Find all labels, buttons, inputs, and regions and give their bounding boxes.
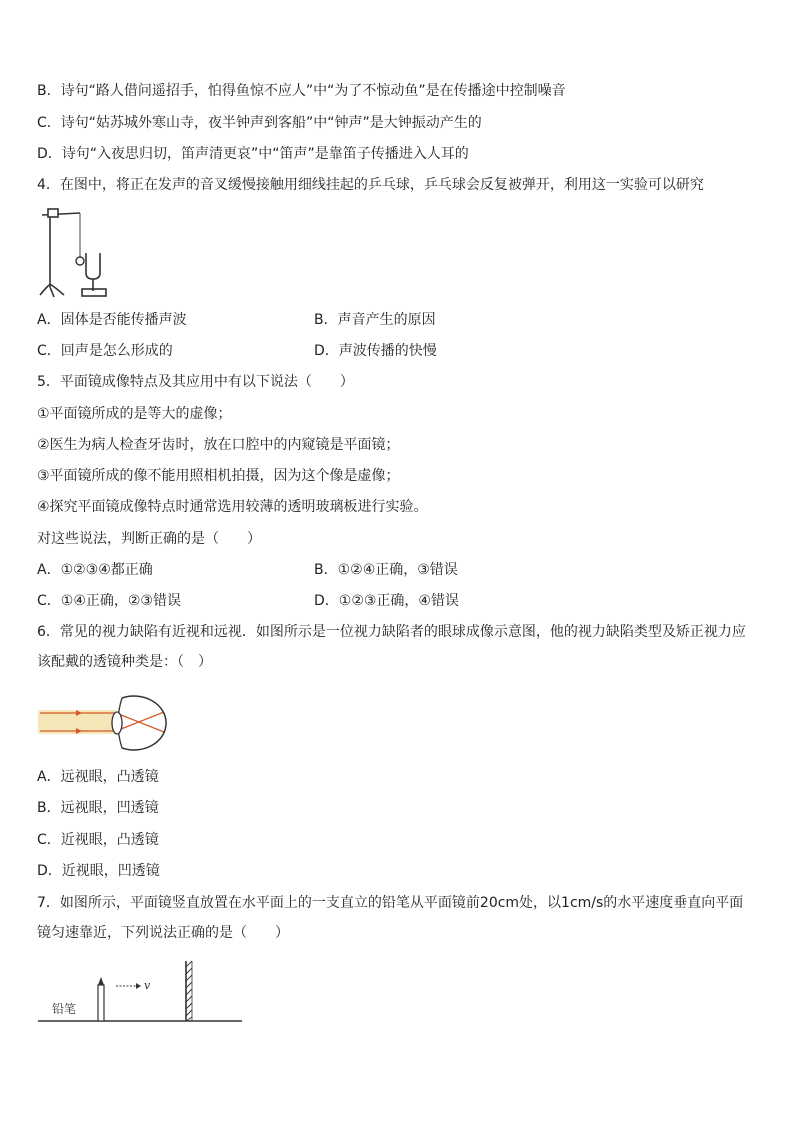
q7-stem: 7．如图所示，平面镜竖直放置在水平面上的一支直立的铅笔从平面镜前20cm处，以1cm/s的水平速度垂直向平面镜匀速靠近，下列说法正确的是（ ） xyxy=(37,895,744,941)
q5-ask: 对这些说法，判断正确的是（ ） xyxy=(37,531,261,547)
q5-option-d: D．①②③正确，④错误 xyxy=(314,593,459,609)
velocity-label: v xyxy=(144,979,151,992)
q6-stem: 6．常见的视力缺陷有近视和远视．如图所示是一位视力缺陷者的眼球成像示意图，他的视力缺陷类型及矫正视力应该配戴的透镜种类是：（ ） xyxy=(37,624,746,670)
q6-option-b: B．远视眼，凹透镜 xyxy=(37,800,159,816)
q5-statement-3: ③平面镜所成的像不能用照相机拍摄，因为这个像是虚像； xyxy=(37,468,400,484)
q5-option-a: A．①②③④都正确 xyxy=(37,562,153,578)
q6-option-a: A．远视眼，凸透镜 xyxy=(37,769,159,785)
q4-option-c: C．回声是怎么形成的 xyxy=(37,343,173,359)
q6-option-c: C．近视眼，凸透镜 xyxy=(37,832,159,848)
q4-stem: 4．在图中，将正在发声的音叉缓慢接触用细线挂起的乒乓球，乒乓球会反复被弹开，利用这一实验可以研究 xyxy=(37,177,704,193)
tuning-fork-figure xyxy=(36,205,116,300)
q5-statement-4: ④探究平面镜成像特点时通常选用较薄的透明玻璃板进行实验。 xyxy=(37,499,428,515)
q5-stem: 5．平面镜成像特点及其应用中有以下说法（ ） xyxy=(37,374,354,390)
pencil-label: 铅笔 xyxy=(52,1002,77,1016)
q3-option-b: B．诗句“路人借问遥招手，怕得鱼惊不应人”中“为了不惊动鱼”是在传播途中控制噪音 xyxy=(37,83,566,99)
pencil-mirror-figure xyxy=(36,955,246,1030)
q5-option-c: C．①④正确，②③错误 xyxy=(37,593,181,609)
q4-option-d: D．声波传播的快慢 xyxy=(314,343,437,359)
q4-option-b: B．声音产生的原因 xyxy=(314,312,436,328)
q6-option-d: D．近视眼，凹透镜 xyxy=(37,863,160,879)
q4-option-a: A．固体是否能传播声波 xyxy=(37,312,187,328)
q5-option-b: B．①②④正确，③错误 xyxy=(314,562,458,578)
q5-statement-2: ②医生为病人检查牙齿时，放在口腔中的内窥镜是平面镜； xyxy=(37,437,400,453)
eye-diagram-figure xyxy=(36,690,186,760)
q5-statement-1: ①平面镜所成的是等大的虚像； xyxy=(37,406,232,422)
q3-option-d: D．诗句“入夜思归切，笛声清更哀”中“笛声”是靠笛子传播进入人耳的 xyxy=(37,146,469,162)
q3-option-c: C．诗句“姑苏城外寒山寺，夜半钟声到客船”中“钟声”是大钟振动产生的 xyxy=(37,115,482,131)
